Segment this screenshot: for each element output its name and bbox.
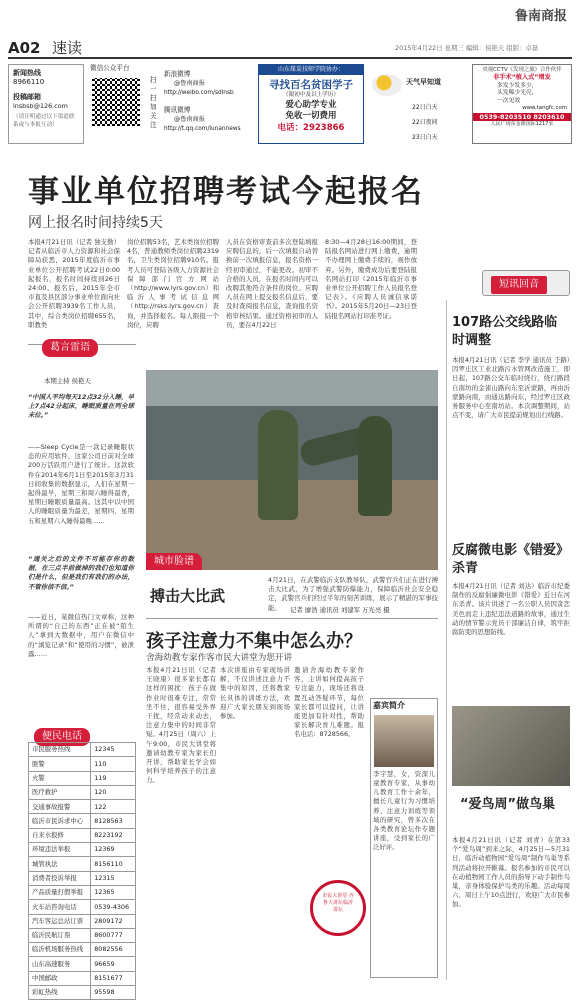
table-row xyxy=(29,814,136,828)
table-row xyxy=(29,800,136,814)
issue-weekday: 星期三 xyxy=(444,44,464,52)
soldier-figure xyxy=(358,416,392,516)
feature-headline: 孩子注意力不集中怎么办？ xyxy=(146,631,362,652)
issue-date: 2015年4月22日 xyxy=(395,44,443,52)
phone-number: 120 xyxy=(91,785,136,799)
weibo-label: 新浪微博 xyxy=(164,70,191,78)
weather-days xyxy=(412,100,438,145)
sun-cloud-icon xyxy=(372,74,402,96)
phone-service: 自来水报修 xyxy=(29,828,91,842)
feature-subheadline: 舍海幼教专家作客市民大讲堂为您开讲 xyxy=(146,653,293,663)
phone-number: 12365 xyxy=(91,885,136,899)
birdhouse-photo xyxy=(452,706,570,786)
phone-service: 临沂机场服务热线 xyxy=(29,943,91,957)
lead-col: 岗位招聘53名，艺术类岗位招聘4名，普通教师类岗位招聘2319名，卫生类岗位招聘910名。报考人员可登陆各级人力资源社会保障部门官方网站（http://www.lyrs.gov.cn）和临沂人事考试信息网（http://rsks.lyrs.gov.cn）查询，并选择报名。每人限报一个岗位，应聘 xyxy=(127,238,219,329)
lead-col: 本报4月21日讯（记者 独支勤）记者从临沂市人力资源和社会保障局获悉，2015年度临沂市事业单位公开招聘考试22日0:00起报名，报名时间持续到26日24:00。报名后，2015年全市市直及县区部分事业单位面向社会公开招聘3939名工作人员，其中，综合类岗位招聘655名，职教类 xyxy=(28,238,120,329)
phone-number: 2809172 xyxy=(91,914,136,928)
contact-note: （请注明通过以下渠道联系或与本报互动） xyxy=(13,113,75,128)
phone-service: 临沂民航订票 xyxy=(29,928,91,942)
weibo-url: http://weibo.com/sdlnsb xyxy=(164,90,234,96)
ad2-line: 一次见效 xyxy=(497,97,521,104)
phone-service: 汽车客运总站订票 xyxy=(29,914,91,928)
phone-number: 8082556 xyxy=(91,943,136,957)
column-rule xyxy=(446,300,447,980)
phone-number: 8128563 xyxy=(91,814,136,828)
photo1-title: 搏击大比武 xyxy=(150,587,226,605)
bus-headline: 107路公交线路临时调整 xyxy=(452,315,558,348)
wechat-qr-code xyxy=(92,78,140,126)
weibo-account: @鲁南商报 xyxy=(174,80,205,87)
phone-number: 8223192 xyxy=(91,828,136,842)
weather-day: 22日白天 xyxy=(412,104,438,111)
tencent-account: @鲁南商报 xyxy=(174,116,205,123)
table-row xyxy=(29,843,136,857)
table-row xyxy=(29,771,136,785)
feature-col: 本次讲座由专家现场讲解，不仅讲述注意力不集中的原因，还将教家长具体的训练方法，欢迎广大家长朋友到现场参加。 xyxy=(220,666,290,721)
feature-col: 本报4月21日讯（记者 王晓康）很多家长都有这样的困扰：孩子在做作业时很难专注，常常坐不住，很容易受外界干扰，经常动来动去，注意力集中的时间非常短。4月25日（周六）上午9:00，市民大讲堂将邀请幼教专家为家长们开讲，帮助家长学会如何科学培养孩子的注意力。 xyxy=(146,666,216,785)
voice-quote: “中国人平均每天12点32分入睡，早上7点42分起床，睡眠质量在列全球末位。” xyxy=(28,393,134,420)
table-row xyxy=(29,928,136,942)
guest-portrait xyxy=(374,715,434,767)
lead-col: 8:30—4月28日16:00期间，登陆报名网站进行网上缴费，逾期不办理网上缴费手续的，视作放弃。另外，缴费成功后要登陆报名网站打印《2015年临沂市事业单位公开招聘工作人员报名登记表》。《应聘人员诚信承诺书》。2015年5月20日—23日登陆报名网站打印准考证。 xyxy=(325,238,417,320)
phone-number: 12315 xyxy=(91,871,136,885)
social-box xyxy=(90,64,254,144)
table-row xyxy=(29,900,136,914)
phone-number: 122 xyxy=(91,800,136,814)
voice-body: ——Sleep Cycle是一款记录睡眠状态的应用软件，这家公司日前对全球200万活跃用户进行了统计。这款软件在2014年6月1日至2015年3月31日间收集的数据显示，人们在星期一起得最早，星期三和周六睡得最香，星期日睡眠质量最高。这其中以中国人的睡眠质量为最差，星期四、星期五和星期六入睡得最晚…… xyxy=(28,443,134,525)
contact-box xyxy=(8,64,84,144)
phone-number: 12345 xyxy=(91,743,136,757)
table-row xyxy=(29,857,136,871)
photo1-credit: 记者 廖浩 通讯员 刘建军 万光亮 摄 xyxy=(290,606,390,614)
ad-hair xyxy=(472,64,572,144)
hotline-label: 新闻热线 xyxy=(13,69,41,77)
guest-title: 嘉宾简介 xyxy=(373,701,405,710)
section-name: 速读 xyxy=(52,39,83,57)
weather-box xyxy=(368,64,468,144)
email-label: 投稿邮箱 xyxy=(13,92,41,101)
table-row xyxy=(29,957,136,971)
tencent-url: http://t.qq.com/lunannews xyxy=(164,126,241,132)
phone-number: 96659 xyxy=(91,957,136,971)
phone-service: 消费者投诉举报 xyxy=(29,871,91,885)
email-address: lnsbsb@126.com xyxy=(13,102,68,111)
table-row xyxy=(29,785,136,799)
phone-service: 山东高速服务 xyxy=(29,957,91,971)
ad-org: 山东煤炭技师学院协办： xyxy=(259,65,363,75)
voice-tag: 葛言雷语 xyxy=(42,339,98,357)
bus-body: 本报4月21日讯（记者 李学 通讯员 于路）因罗庄区工业北路污水管网改造施工，即日起，107路公交车临时绕行，绕行路段自南坊的金雀山路向东至沂蒙路，再由沂蒙路向南，由通达路向东，经过罗庄区政务服务中心至南坊站。本次调整期间，站点不变，请广大市民提前规划出行线路。 xyxy=(452,356,570,420)
table-row xyxy=(29,986,136,1000)
microfilm-body: 本报4月21日讯（记者 刘达）临沂市纪委制作的反腐倡廉微电影《错爱》近日在河东杀青。该片讲述了一名公职人员因贪恋美色而走上违纪违法道路的故事，通过生动的情节警示党员干部廉洁自律，筑牢拒腐防变的思想防线。 xyxy=(452,582,570,637)
designer: 组版：卓磊 xyxy=(506,44,539,52)
phone-number: 95598 xyxy=(91,986,136,1000)
lead-subheadline: 网上报名时间持续5天 xyxy=(28,215,163,231)
phone-service: 彩虹热线 xyxy=(29,986,91,1000)
weather-title: 天气早知道 xyxy=(406,78,441,86)
lecture-seal xyxy=(310,880,366,936)
header-rule xyxy=(8,57,572,59)
fight-photo xyxy=(146,370,438,570)
table-row xyxy=(29,971,136,985)
table-row xyxy=(29,943,136,957)
brief-tag-box xyxy=(482,270,570,296)
soldier-figure xyxy=(258,410,298,520)
phone-service: 市民服务热线 xyxy=(29,743,91,757)
ainiao-headline: “爱鸟周”做鸟巢 xyxy=(460,797,556,812)
phone-service: 医疗救护 xyxy=(29,785,91,799)
wechat-label: 微信公众平台 xyxy=(90,64,130,72)
ad-scholarship xyxy=(258,64,364,144)
phone-service: 火车站咨询电话 xyxy=(29,900,91,914)
phone-service: 城管执法 xyxy=(29,857,91,871)
feature-col: 邀请舍海幼教专家作客，主讲如何提高孩子专注能力，现场还将设置互动答疑环节，每位家长都可以提问，让讲座更加有针对性，帮助家长解决育儿难题。报名电话：8728566。 xyxy=(294,666,364,739)
weather-day: 22日夜间 xyxy=(412,119,438,126)
brand-logo: 鲁南商报 xyxy=(515,9,568,24)
phones-title: 便民电话 xyxy=(34,728,90,746)
table-row xyxy=(29,914,136,928)
ad-phone: 电话：2923866 xyxy=(277,122,345,133)
phone-service: 火警 xyxy=(29,771,91,785)
editor: 编辑：侯艳天 xyxy=(465,44,505,52)
phone-number: 0539-4306 xyxy=(91,900,136,914)
weather-day: 23日白天 xyxy=(412,134,438,141)
ad2-phone: 0539-8203510 8203610 xyxy=(473,113,571,122)
photo1-caption: 4月21日，在武警临沂支队教导队，武警官兵们正在进行搏击大比武，为了增强武警防爆能力，保障临沂社会安全稳定，武警官兵们经过半年的刻苦训练，展示了精湛的军事技能。 xyxy=(268,576,438,612)
microfilm-headline: 反腐微电影《错爱》杀青 xyxy=(452,543,570,576)
phone-number: 110 xyxy=(91,757,136,771)
guest-bio: 李宇慧，女，资深儿童教育专家，从事幼儿教育工作十余年，擅长儿童行为习惯培养、注意力训练等领域的研究，曾多次在各类教育论坛作专题讲座，受到家长的广泛好评。 xyxy=(373,769,435,852)
phone-number: 119 xyxy=(91,771,136,785)
ad2-hospital: 人民广场东金源国际1217室 xyxy=(490,121,554,128)
ainiao-body: 本报4月21日讯（记者 刘青）在第33个“爱鸟周”到来之际，4月25日—5月31日，临沂动植物园“爱鸟周”制作鸟巢等系列活动将拉开帷幕。报名参加的市民可以在动植物园工作人员的指导下动手制作鸟巢，亲身体验保护鸟类的乐趣。活动每周六、周日上午10点进行，欢迎广大市民参加。 xyxy=(452,836,570,909)
voice-column xyxy=(28,344,136,714)
ad-line2: 免收一切费用 xyxy=(285,111,337,122)
phone-number: 12369 xyxy=(91,843,136,857)
lead-col: 人员在资格审查前多次登陆填报应聘信息的，后一次填报自动替换前一次填报信息，报名资格一经初审通过，不能更改。初审不合格的人员，在报名时间内可以改聘其他符合条件的岗位。应聘人员在网上提交报名信息后，要及时查阅报名信息，查询报名资格审核结果。通过资格初审的人员，要在4月22日 xyxy=(226,238,318,329)
phone-service: 匪警 xyxy=(29,757,91,771)
phone-number: 8600777 xyxy=(91,928,136,942)
photo1-tag: 城市脸谱 xyxy=(146,553,202,571)
page-number: A02 xyxy=(8,39,41,57)
scan-hint: 扫一扫 加关注 xyxy=(150,76,157,129)
phone-service: 中国邮政 xyxy=(29,971,91,985)
masthead-meta xyxy=(395,44,538,53)
phone-number: 8151677 xyxy=(91,971,136,985)
voice-quote: “通关之后的文件不可能存你的数据，在三点半前做掉的我们也知道你们是什么，但是我们有我们的办法，不管你信不信。” xyxy=(28,555,134,591)
table-row xyxy=(29,885,136,899)
ad2-url: www.tangfc.com xyxy=(522,105,567,112)
phone-service: 产品质量打假举报 xyxy=(29,885,91,899)
ad2-line: 多发少发多少， xyxy=(497,82,538,89)
brief-tag: 短讯回音 xyxy=(491,276,547,294)
ad-line1: 爱心助学专业 xyxy=(285,99,337,110)
hotline-number: 8966110 xyxy=(13,78,45,87)
phone-table xyxy=(28,742,136,1000)
phone-service: 临沂市民诉求中心 xyxy=(29,814,91,828)
seal-text: 市民大讲堂·齐鲁大讲坛临沂讲坛 xyxy=(322,893,354,913)
divider xyxy=(146,618,438,619)
ad2-title: 央视CCTV《发现之旅》合作伙伴 xyxy=(482,67,562,73)
phone-service: 交通事故报警 xyxy=(29,800,91,814)
table-row xyxy=(29,871,136,885)
tencent-label: 腾讯微博 xyxy=(164,106,191,114)
voice-body: ——近日，某微信热门文章称，这种所谓的“自己的东西”正在被“陌生人”拿到大数据中，用户在微信中的“浏览记录”和“使用的习惯”，被泄露…… xyxy=(28,613,134,658)
table-row xyxy=(29,828,136,842)
table-row xyxy=(29,743,136,757)
ad2-brand: 非手术“植入式”增发 xyxy=(493,74,551,82)
lead-headline: 事业单位招聘考试今起报名 xyxy=(28,174,424,210)
ad2-line: 头发稀少光亮， xyxy=(497,90,538,97)
phone-number: 8156110 xyxy=(91,857,136,871)
phone-directory xyxy=(28,728,136,997)
voice-host: 本期主持 侯艳天 xyxy=(44,377,91,385)
ad-headline: 寻找百名贫困学子 xyxy=(269,79,353,92)
table-row xyxy=(29,757,136,771)
phone-service: 环境违法举报 xyxy=(29,843,91,857)
ad-sub: （限初中及以上学历） xyxy=(283,92,339,99)
guest-box xyxy=(370,698,438,978)
